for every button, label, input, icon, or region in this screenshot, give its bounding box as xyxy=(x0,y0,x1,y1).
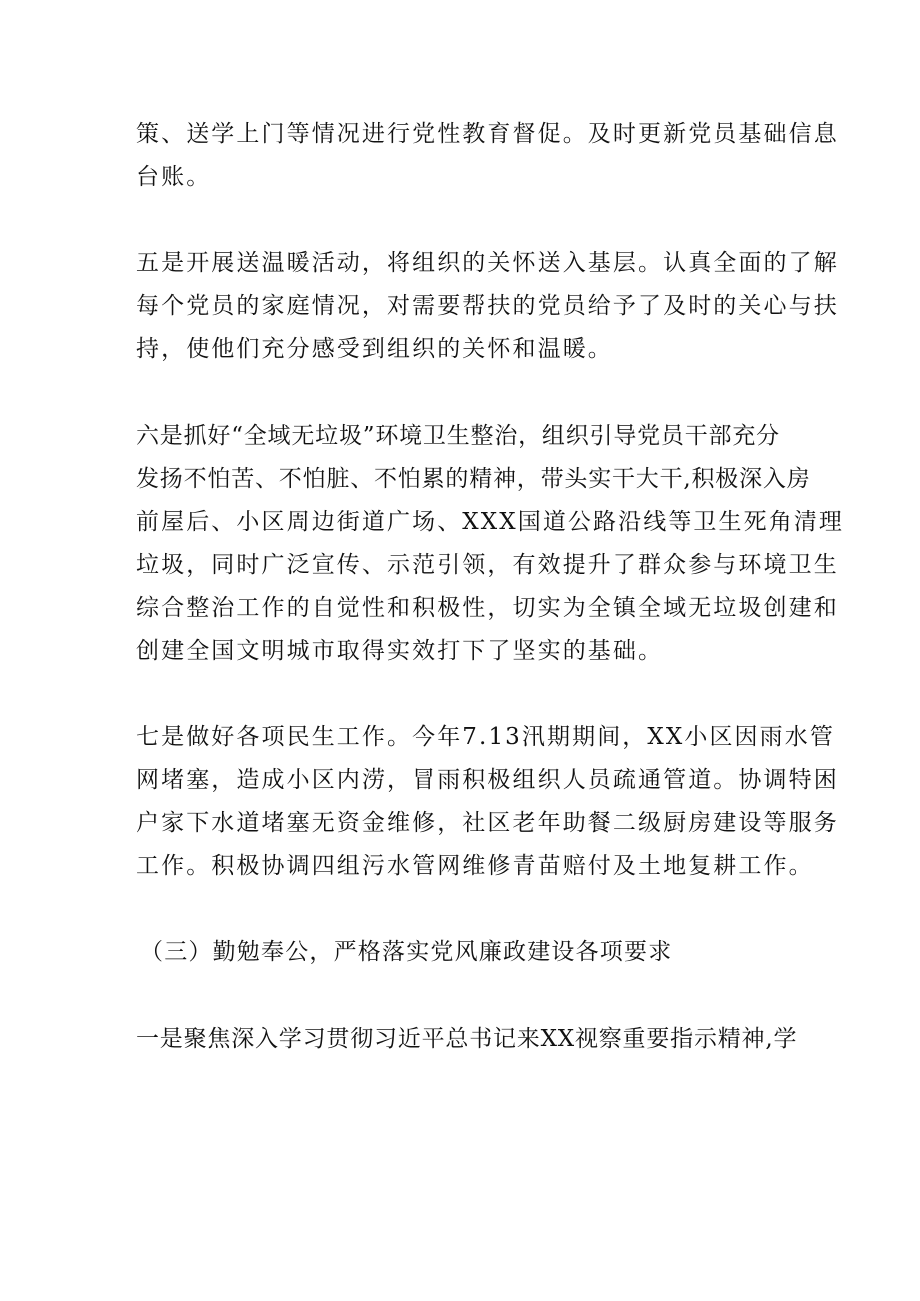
paragraph-line: 网堵塞，造成小区内涝，冒雨积极组织人员疏通管道。协调特困 xyxy=(136,767,839,793)
paragraph-line: 六是抓好“全域无垃圾”环境卫生整治，组织引导党员干部充分 xyxy=(136,423,780,449)
paragraph-line: 持，使他们充分感受到组织的关怀和温暖。 xyxy=(136,336,613,362)
paragraph-line: 策、送学上门等情况进行党性教育督促。及时更新党员基础信息 xyxy=(136,121,839,147)
section-heading: （三）勤勉奉公，严格落实党风廉政建设各项要求 xyxy=(140,939,673,965)
paragraph-line: 垃圾，同时广泛宣传、示范引领，有效提升了群众参与环境卫生 xyxy=(136,552,839,578)
paragraph-line: 综合整治工作的自觉性和积极性，切实为全镇全域无垃圾创建和 xyxy=(136,595,839,621)
paragraph-line: 台账。 xyxy=(136,164,212,190)
paragraph-line: 工作。积极协调四组污水管网维修青苗赔付及土地复耕工作。 xyxy=(136,853,814,879)
paragraph-line: 发扬不怕苦、不怕脏、不怕累的精神，带头实干大干,积极深入房 xyxy=(136,466,811,492)
paragraph-line: 一是聚焦深入学习贯彻习近平总书记来XX视察重要指示精神,学 xyxy=(136,1026,798,1052)
paragraph-line: 七是做好各项民生工作。今年7.13汛期期间，XX小区因雨水管 xyxy=(136,724,835,750)
paragraph-line: 前屋后、小区周边街道广场、XXX国道公路沿线等卫生死角清理 xyxy=(136,509,845,535)
paragraph-line: 创建全国文明城市取得实效打下了坚实的基础。 xyxy=(136,638,664,664)
paragraph-line: 每个党员的家庭情况，对需要帮扶的党员给予了及时的关心与扶 xyxy=(136,293,839,319)
paragraph-line: 五是开展送温暖活动，将组织的关怀送入基层。认真全面的了解 xyxy=(136,250,839,276)
paragraph-line: 户家下水道堵塞无资金维修，社区老年助餐二级厨房建设等服务 xyxy=(136,810,839,836)
